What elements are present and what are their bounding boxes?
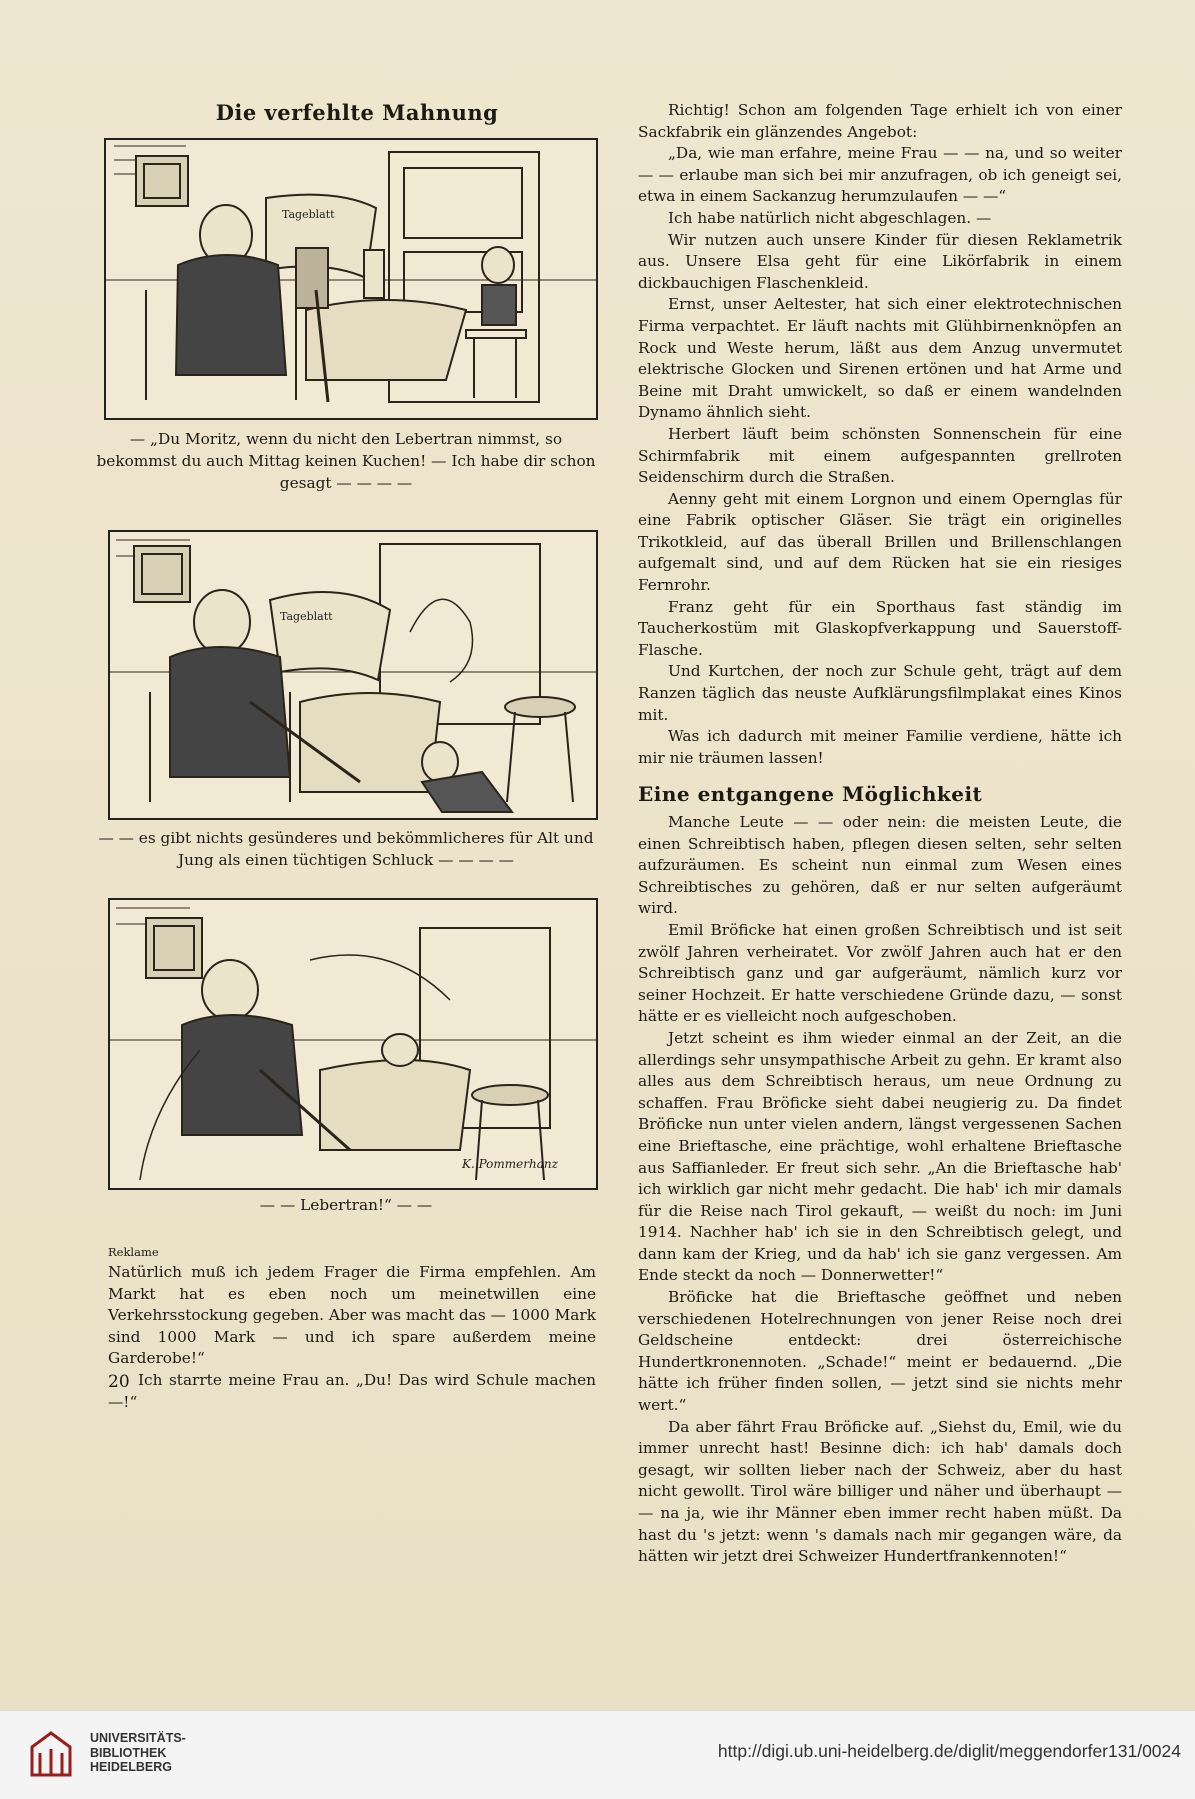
paragraph: Ich starrte meine Frau an. „Du! Das wird Schule machen —!“ — [108, 1370, 596, 1411]
cartoon-panel-3 — [108, 898, 598, 1190]
paragraph: Jetzt scheint es ihm wieder einmal an der Zeit, an die allerdings sehr unsympathische Arbeit zu gehn. Er kramt also alles aus dem Schreibtisch heraus, um neue Ordnung zu schaffen. Frau Bröficke sieht dabei neugierig zu. Da findet Bröficke nun unter vielen andern, längst vergessenen Sachen eine Brieftasche, eine prächtige, wohl erhaltene Brieftasche aus Saffianleder. Er freut sich sehr. „An die Brieftasche hab' ich wirklich gar nicht mehr gedacht. Die hab' ich mir damals für die Reise nach Tirol gekauft, — weißt du noch: im Juni 1914. Nachher hab' ich sie in den Schreibtisch gelegt, und dann kam der Krieg, und da hab' ich sie ganz vergessen. Am Ende steckt da noch — Donnerwetter!“ — [638, 1028, 1122, 1285]
source-url-link[interactable]: http://digi.ub.uni-heidelberg.de/diglit/meggendorfer131/0024 — [717, 1741, 1181, 1761]
paragraph: Wir nutzen auch unsere Kinder für diesen Reklametrik aus. Unsere Elsa geht für eine Likörfabrik in einem dickbauchigen Flaschenkleid. — [638, 230, 1122, 292]
paragraph: Aenny geht mit einem Lorgnon und einem Opernglas für eine Fabrik optischer Gläser. Sie trägt ein originelles Trikotkleid, auf das überall Brillen und Brillenschlangen aufgemalt sind, und auf dem Rücken hat sie ein riesiges Fernrohr. — [638, 489, 1122, 595]
cartoon-caption-2: — — es gibt nichts gesünderes und bekömmlicheres für Alt und Jung als einen tüchtigen Schluck — — — — — [98, 829, 594, 869]
paragraph: Emil Bröficke hat einen großen Schreibtisch und ist seit zwölf Jahren verheiratet. Vor zwölf Jahren auch hat er den Schreibtisch ganz und gar aufgeräumt, nämlich kurz vor seiner Hochzeit. Er hatte verschiedene Gründe dazu, — sonst hätte er es vielleicht noch aufgeschoben. — [638, 920, 1122, 1026]
section-label: Reklame — [108, 1245, 159, 1259]
paragraph: Herbert läuft beim schönsten Sonnenschein für eine Schirmfabrik mit einem aufgespannten grellroten Seidenschirm durch die Straßen. — [638, 424, 1122, 487]
story-title: Die verfehlte Mahnung — [215, 100, 499, 125]
paragraph: Richtig! Schon am folgenden Tage erhielt ich von einer Sackfabrik ein glänzendes Angebot: — [638, 101, 1122, 141]
paragraph: Ich habe natürlich nicht abgeschlagen. — — [668, 208, 992, 227]
paragraph: Natürlich muß ich jedem Frager die Firma empfehlen. Am Markt hat es eben noch um meinetwillen eine Verkehrsstockung gegeben. Aber was macht das — 1000 Mark sind 1000 Mark — und ich spare außerdem meine Garderobe!“ — [108, 1263, 596, 1368]
footer-bar — [0, 1710, 1195, 1799]
paragraph: Bröficke hat die Brieftasche geöffnet und neben verschiedenen Hotelrechnungen von jener Reise noch drei Geldscheine entdeckt: drei österreichische Hundertkronennoten. „Schade!“ meint er bedauernd. „Die hätte ich früher finden sollen, — jetzt sind sie nichts mehr wert.“ — [638, 1288, 1122, 1415]
paragraph: Ernst, unser Aeltester, hat sich einer elektrotechnischen Firma verpachtet. Er läuft nachts mit Glühbirnenknöpfen an Rock und Weste herum, läßt aus dem Anzug unvermutet elektrische Glocken und Sirenen ertönen und hat Arme und Beine mit Draht umwickelt, so daß er einem wandelnden Dynamo ähnlich sieht. — [638, 295, 1122, 422]
newspaper-text: Tageblatt — [282, 208, 335, 221]
right-text-top — [638, 100, 1122, 769]
paragraph: Manche Leute — — oder nein: die meisten Leute, die einen Schreibtisch haben, pflegen diesen selten, sehr selten aufzuräumen. Es scheint nun einmal zum Wesen eines Schreibtisches zu gehören, daß er nur selten aufgeräumt wird. — [638, 813, 1122, 918]
university-logo-text: UNIVERSITÄTS- BIBLIOTHEK HEIDELBERG — [90, 1731, 186, 1774]
paragraph: „Da, wie man erfahre, meine Frau — — na, und so weiter — — erlaube man sich bei mir anzufragen, ob ich geneigt sei, etwa in einem Sackanzug herumzulaufen — —“ — [638, 144, 1122, 206]
page-number: 20 — [108, 1372, 130, 1392]
artist-signature: K. Pommerhanz — [462, 1157, 558, 1171]
paragraph: Franz geht für ein Sporthaus fast ständig im Taucherkostüm mit Glaskopfverkappung und Sauerstoff-Flasche. — [638, 597, 1122, 659]
right-text-bottom — [638, 812, 1122, 1568]
paragraph: Da aber fährt Frau Bröficke auf. „Siehst du, Emil, wie du immer unrecht hast! Besinne dich: ich hab' damals doch gesagt, wir sollten lieber nach der Schweiz, aber du hast nicht gewollt. Tirol wäre billiger und näher und überhaupt — — na ja, wie ihr Männer eben immer recht haben müßt. Da hast du 's jetzt: wenn 's damals nach mir gegangen wäre, da hätten wir jetzt drei Schweizer Hundertfrankennoten!“ — [638, 1417, 1122, 1566]
paragraph: Was ich dadurch mit meiner Familie verdiene, hätte ich mir nie träumen lassen! — [638, 727, 1122, 767]
newspaper-text: Tageblatt — [280, 610, 333, 623]
section-title: Eine entgangene Möglichkeit — [638, 782, 983, 806]
left-text-block — [108, 1262, 596, 1413]
cartoon-caption-3: — — Lebertran!“ — — — [259, 1196, 433, 1214]
cartoon-panel-2 — [108, 530, 598, 820]
university-logo-icon — [28, 1729, 74, 1779]
paragraph: Und Kurtchen, der noch zur Schule geht, trägt auf dem Ranzen täglich das neuste Aufklärungsfilmplakat eines Kinos mit. — [638, 662, 1122, 724]
cartoon-panel-1 — [104, 138, 598, 420]
cartoon-caption-1: — „Du Moritz, wenn du nicht den Lebertran nimmst, so bekommst du auch Mittag keinen Kuchen! — Ich habe dir schon gesagt — — — — — [96, 430, 596, 492]
